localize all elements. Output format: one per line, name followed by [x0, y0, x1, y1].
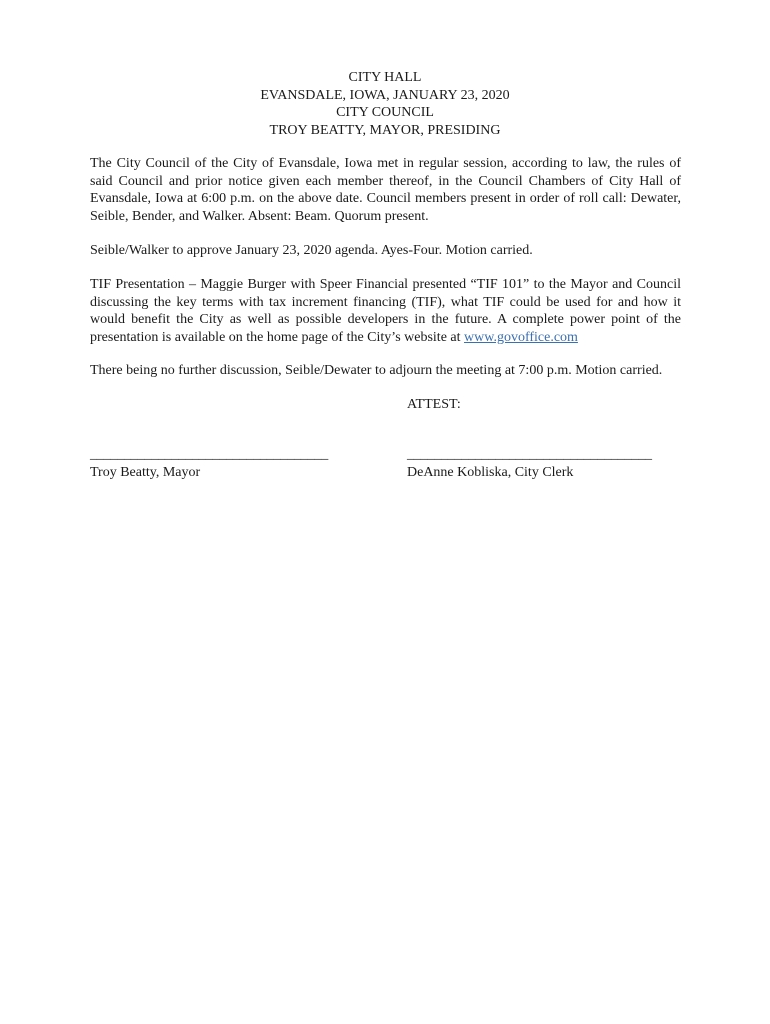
signature-line-clerk: ____________________________________ — [407, 447, 652, 462]
attest-label: ATTEST: — [407, 397, 461, 412]
header-city-council: CITY COUNCIL — [336, 105, 434, 120]
paragraph-tif-presentation — [90, 276, 681, 346]
paragraph-adjourn: There being no further discussion, Seible/Dewater to adjourn the meeting at 7:00 p.m. Motion carried. — [90, 363, 663, 378]
header-presiding: TROY BEATTY, MAYOR, PRESIDING — [269, 122, 501, 138]
signature-block-mayor — [90, 446, 328, 481]
header-location-date: EVANSDALE, IOWA, JANUARY 23, 2020 — [260, 87, 510, 103]
paragraph-agenda-approval: Seible/Walker to approve January 23, 2020 agenda. Ayes-Four. Motion carried. — [90, 243, 533, 258]
signature-name-mayor: Troy Beatty, Mayor — [90, 464, 201, 480]
signature-line-mayor: ___________________________________ — [90, 447, 329, 462]
signature-block-clerk — [407, 446, 652, 481]
signature-name-clerk: DeAnne Kobliska, City Clerk — [407, 464, 574, 480]
paragraph-roll-call: The City Council of the City of Evansdale, Iowa met in regular session, according to law, the rules of said Council and prior notice given each member thereof, in the Council Chambers of City Hall of Evansdale, Iowa at 6:00 p.m. on the above date. Council members present in order of roll call: Dewater, Seible, Bender, and Walker. Absent: Beam. Quorum present. — [90, 156, 681, 224]
govoffice-link[interactable]: www.govoffice.com — [464, 329, 578, 345]
tif-presentation-text: TIF Presentation – Maggie Burger with Speer Financial presented “TIF 101” to the Mayor and Council discussing the key terms with tax increment financing (TIF), what TIF could be used for and how it would benefit the City as well as possible developers in the future. A complete power point of the presentation is available on the home page of the City’s website at — [90, 277, 681, 345]
document-header — [90, 69, 680, 139]
header-city-hall: CITY HALL — [348, 70, 422, 85]
